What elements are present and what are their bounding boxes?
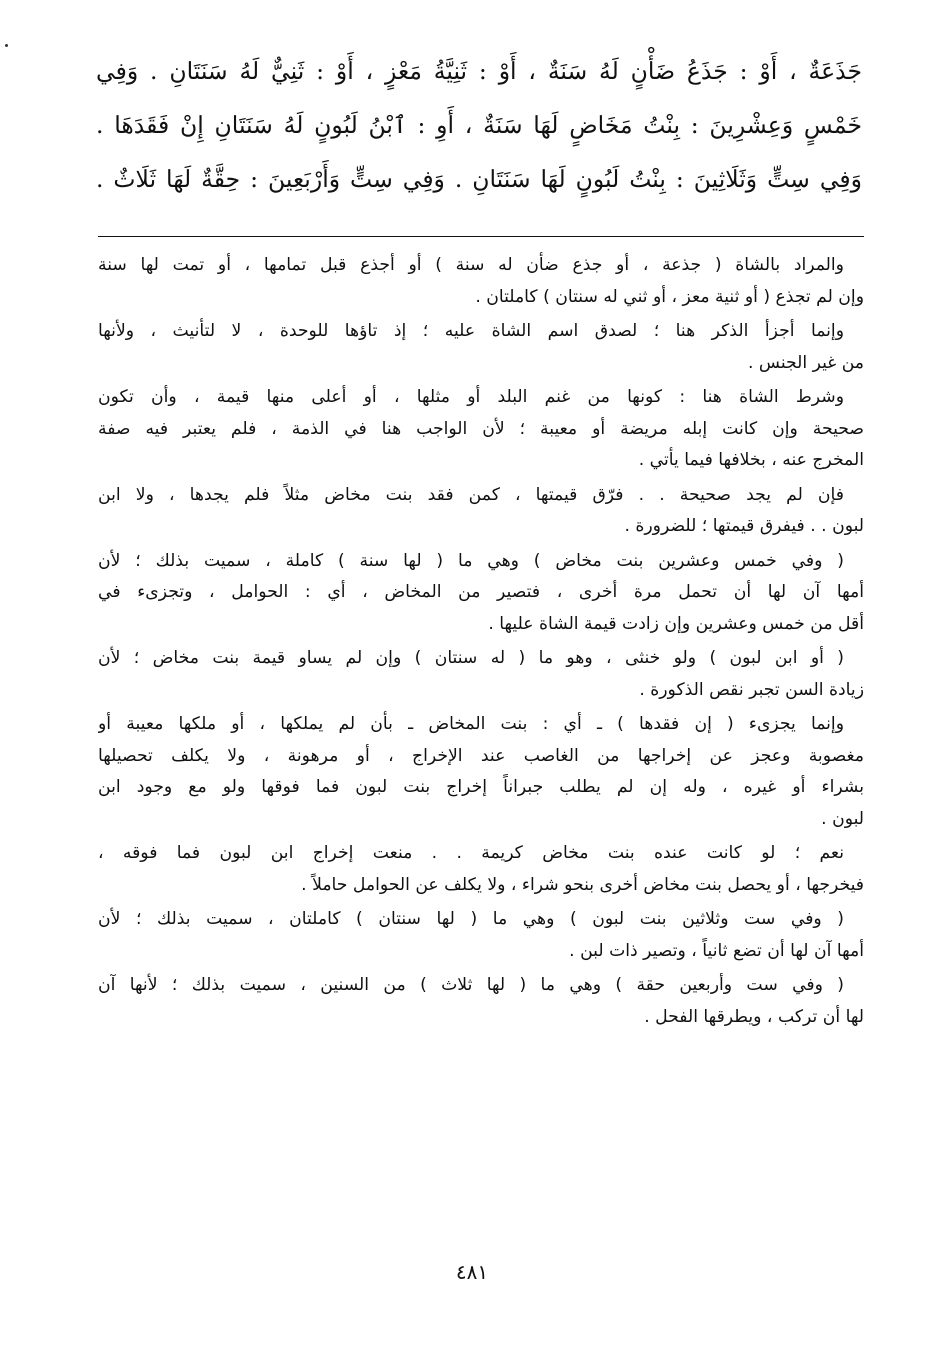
commentary-line: أقل من خمس وعشرين وإن زادت قيمة الشاة عليها . xyxy=(488,613,864,634)
commentary-paragraph xyxy=(98,838,864,901)
page-number: ٤٨١ xyxy=(455,1260,489,1284)
commentary-line: فيخرجها ، أو يحصل بنت مخاض أخرى بنحو شراء ، ولا يكلف عن الحوامل حاملاً . xyxy=(301,874,864,895)
commentary-paragraph xyxy=(98,709,864,835)
commentary-paragraph xyxy=(98,480,864,543)
matn-line: وَفِي سِتٍّ وَثَلَاثِينَ : بِنْتُ لَبُونٍ لَهَا سَنَتَانِ . وَفِي سِتٍّ وَأَرْبَعِينَ : حِقَّةٌ لَهَا ثَلَاثٌ . xyxy=(96,165,862,193)
commentary-line: وإنما يجزىء ( إن فقدها ) ـ أي : بنت المخاض ـ بأن لم يملكها ، أو ملكها معيبة أو xyxy=(98,714,844,734)
commentary-paragraph xyxy=(98,970,864,1033)
commentary-line: وإنما أجزأ الذكر هنا ؛ لصدق اسم الشاة عليه ؛ إذ تاؤها للوحدة ، لا لتأنيث ، ولأنها xyxy=(98,321,844,341)
commentary-line: مغصوبة وعجز عن إخراجها من الغاصب عند الإخراج ، أو مرهونة ، ولا يكلف تحصيلها xyxy=(98,745,864,766)
matn-text xyxy=(96,44,862,206)
commentary-paragraph xyxy=(98,250,864,313)
commentary-paragraph xyxy=(98,382,864,477)
commentary-line: المخرج عنه ، بخلافها فيما يأتي . xyxy=(638,450,864,470)
commentary-line: صحيحة وإن كانت إبله مريضة أو معيبة ؛ لأن الواجب هنا في الذمة ، فلم يعتبر فيه صفة xyxy=(98,418,864,439)
commentary-paragraph xyxy=(98,316,864,379)
commentary-line: بشراء أو غيره ، وله إن لم يطلب جبراناً إخراج بنت لبون فما فوقها ولو مع وجود ابن xyxy=(98,777,864,797)
commentary-line: وإن لم تجذع ( أو ثنية معز ، أو ثني له سنتان ) كاملتان . xyxy=(475,286,864,307)
commentary-paragraph xyxy=(98,643,864,706)
commentary-line: من غير الجنس . xyxy=(747,352,864,373)
commentary-paragraph xyxy=(98,904,864,967)
commentary-line: لبون . xyxy=(821,808,864,829)
commentary-line: ( وفي ست وثلاثين بنت لبون ) وهي ما ( لها سنتان ) كاملتان ، سميت بذلك ؛ لأن xyxy=(98,909,844,929)
commentary-line: والمراد بالشاة ( جذعة ، أو جذع ضأن له سنة ) أو أجذع قبل تمامها ، أو تمت لها سنة xyxy=(98,255,844,275)
commentary-line: ( أو ابن لبون ) ولو خنثى ، وهو ما ( له سنتان ) وإن لم يساو قيمة بنت مخاض ؛ لأن xyxy=(98,648,844,668)
commentary-line: ( وفي ست وأربعين حقة ) وهي ما ( لها ثلاث ) من السنين ، سميت بذلك ؛ لأنها آن xyxy=(98,975,844,995)
commentary-line: نعم ؛ لو كانت عنده بنت مخاض كريمة . . منعت إخراج ابن لبون فما فوقه ، xyxy=(98,843,844,863)
matn-line: خَمْسٍ وَعِشْرِينَ : بِنْتُ مَخَاضٍ لَهَا سَنَةٌ ، أَوِ : ٱبْنُ لَبُونٍ لَهُ سَنَتَانِ إِنْ فَقَدَهَا . xyxy=(96,111,862,139)
sharh-commentary xyxy=(98,250,864,1036)
commentary-paragraph xyxy=(98,546,864,641)
commentary-line: ( وفي خمس وعشرين بنت مخاض ) وهي ما ( لها سنة ) كاملة ، سميت بذلك ؛ لأن xyxy=(98,550,844,571)
commentary-line: لها أن تركب ، ويطرقها الفحل . xyxy=(644,1006,864,1027)
commentary-line: فإن لم يجد صحيحة . . فرّق قيمتها ، كمن فقد بنت مخاض مثلاً فلم يجدها ، ولا ابن xyxy=(98,484,844,505)
commentary-line: زيادة السن تجبر نقص الذكورة . xyxy=(639,679,864,700)
commentary-line: وشرط الشاة هنا : كونها من غنم البلد أو مثلها ، أو أعلى منها قيمة ، وأن تكون xyxy=(98,387,844,407)
commentary-line: أمها آن لها أن تحمل مرة أخرى ، فتصير من المخاض ، أي : الحوامل ، وتجزىء في xyxy=(98,582,864,602)
scan-speck xyxy=(5,44,8,47)
matn-line: جَذَعَةٌ ، أَوْ : جَذَعُ ضَأْنٍ لَهُ سَنَةٌ ، أَوْ : ثَنِيَّةُ مَعْزٍ ، أَوْ : ثَنِيٌّ لَهُ سَنَتَانِ . وَفِي xyxy=(96,57,862,85)
commentary-line: لبون . . فيفرق قيمتها ؛ للضرورة . xyxy=(624,516,864,536)
separator-rule xyxy=(98,236,864,237)
commentary-line: أمها آن لها أن تضع ثانياً ، وتصير ذات لبن . xyxy=(569,940,864,961)
